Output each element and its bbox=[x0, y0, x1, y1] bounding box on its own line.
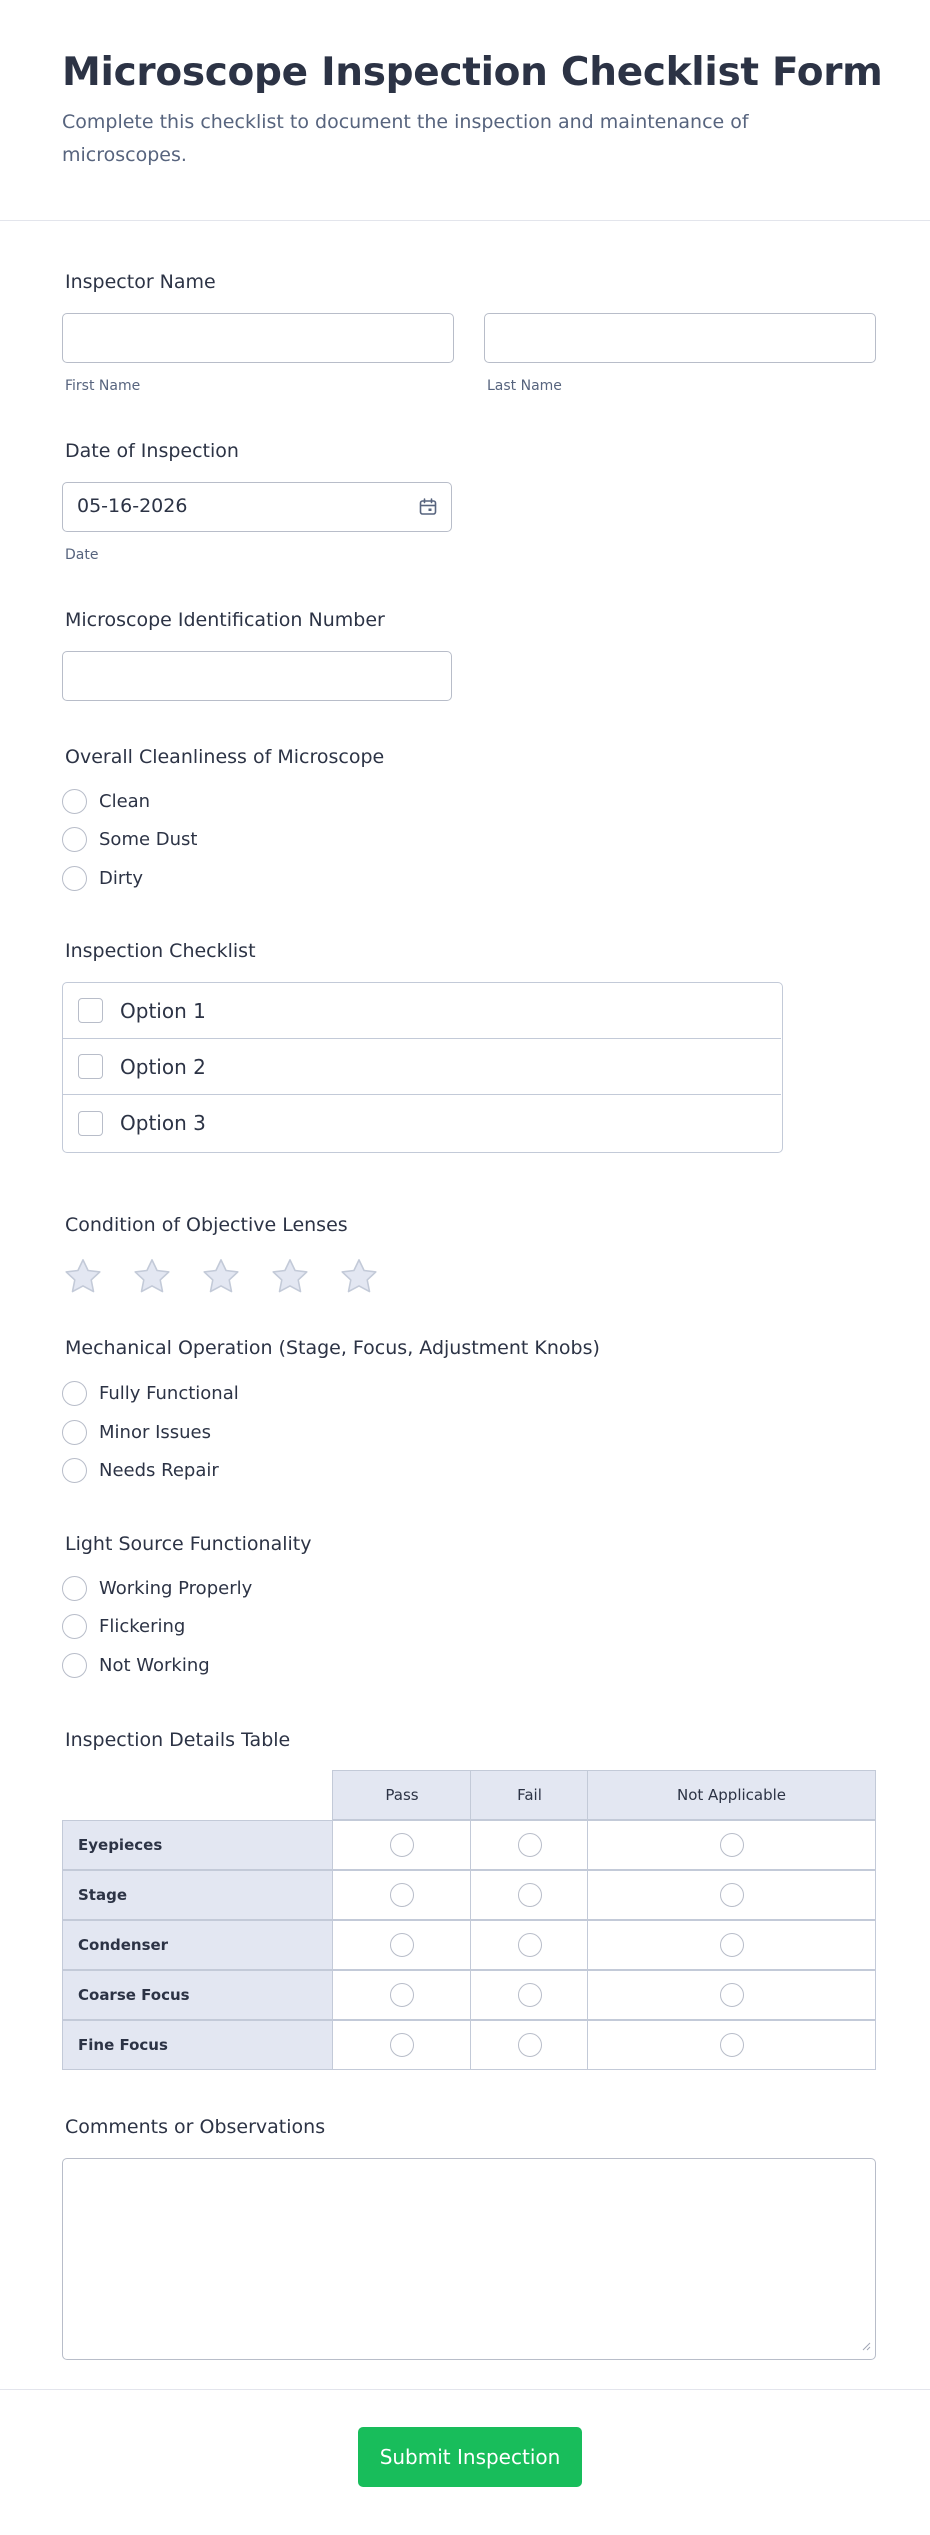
cleanliness-option-dirty[interactable] bbox=[62, 864, 143, 892]
lenses-label: Condition of Objective Lenses bbox=[65, 1214, 348, 1236]
radio-button[interactable] bbox=[518, 1883, 542, 1907]
radio-button[interactable] bbox=[62, 789, 87, 814]
resize-handle-icon[interactable] bbox=[861, 2336, 871, 2355]
radio-button[interactable] bbox=[62, 1458, 87, 1483]
radio-label: Not Working bbox=[99, 1654, 210, 1676]
light-option-not-working[interactable] bbox=[62, 1651, 210, 1679]
radio-button[interactable] bbox=[62, 1420, 87, 1445]
inspector-name-label: Inspector Name bbox=[65, 271, 216, 293]
form-header bbox=[0, 0, 930, 221]
column-header: Not Applicable bbox=[587, 1770, 876, 1820]
radio-button[interactable] bbox=[518, 1833, 542, 1857]
checkbox[interactable] bbox=[78, 1054, 103, 1079]
microscope-id-label: Microscope Identification Number bbox=[65, 609, 385, 631]
matrix-cell[interactable] bbox=[470, 1970, 589, 2020]
radio-button[interactable] bbox=[390, 2033, 414, 2057]
first-name-sublabel: First Name bbox=[65, 378, 141, 394]
matrix-cell[interactable] bbox=[587, 1870, 876, 1920]
date-input[interactable] bbox=[62, 482, 452, 532]
radio-button[interactable] bbox=[390, 1833, 414, 1857]
checklist-box bbox=[62, 982, 783, 1153]
radio-button[interactable] bbox=[518, 2033, 542, 2057]
radio-label: Flickering bbox=[99, 1615, 186, 1637]
row-label: Coarse Focus bbox=[62, 1970, 334, 2020]
radio-button[interactable] bbox=[390, 1933, 414, 1957]
matrix-cell[interactable] bbox=[470, 1920, 589, 1970]
comments-label: Comments or Observations bbox=[65, 2116, 326, 2138]
date-label: Date of Inspection bbox=[65, 440, 239, 462]
cleanliness-option-clean[interactable] bbox=[62, 787, 150, 815]
form-subtitle: Complete this checklist to document the inspection and maintenance of microscopes. bbox=[62, 111, 749, 166]
matrix-cell[interactable] bbox=[587, 1820, 876, 1870]
mechanical-option-fully-functional[interactable] bbox=[62, 1379, 239, 1407]
microscope-id-input[interactable] bbox=[62, 651, 452, 701]
radio-label: Needs Repair bbox=[99, 1459, 219, 1481]
radio-label: Clean bbox=[99, 790, 151, 812]
radio-label: Some Dust bbox=[99, 828, 198, 850]
star-icon[interactable] bbox=[269, 1256, 311, 1302]
radio-button[interactable] bbox=[518, 1933, 542, 1957]
star-icon[interactable] bbox=[62, 1256, 104, 1302]
radio-button[interactable] bbox=[62, 827, 87, 852]
checkbox-label: Option 1 bbox=[120, 998, 206, 1023]
row-label: Stage bbox=[62, 1870, 334, 1920]
matrix-cell[interactable] bbox=[587, 1970, 876, 2020]
matrix-cell[interactable] bbox=[332, 1820, 472, 1870]
checkbox[interactable] bbox=[78, 1111, 103, 1136]
star-icon[interactable] bbox=[131, 1256, 173, 1302]
matrix-cell[interactable] bbox=[587, 1920, 876, 1970]
last-name-input[interactable] bbox=[484, 313, 876, 363]
mechanical-label: Mechanical Operation (Stage, Focus, Adjustment Knobs) bbox=[65, 1337, 600, 1359]
matrix-cell[interactable] bbox=[332, 1920, 472, 1970]
column-header: Pass bbox=[332, 1770, 472, 1820]
checkbox-label: Option 3 bbox=[120, 1111, 206, 1135]
column-header: Fail bbox=[470, 1770, 589, 1820]
star-icon[interactable] bbox=[200, 1256, 242, 1302]
radio-button[interactable] bbox=[62, 1576, 87, 1601]
checkbox-label: Option 2 bbox=[120, 1054, 206, 1079]
star-rating[interactable] bbox=[62, 1256, 402, 1300]
checklist-option-1[interactable] bbox=[63, 983, 781, 1039]
mechanical-option-minor-issues[interactable] bbox=[62, 1418, 211, 1446]
row-label: Fine Focus bbox=[62, 2020, 334, 2070]
radio-button[interactable] bbox=[390, 1883, 414, 1907]
mechanical-option-needs-repair[interactable] bbox=[62, 1456, 219, 1484]
star-icon[interactable] bbox=[338, 1256, 380, 1302]
calendar-icon[interactable] bbox=[418, 497, 438, 522]
radio-button[interactable] bbox=[62, 1381, 87, 1406]
radio-button[interactable] bbox=[62, 1653, 87, 1678]
light-option-flickering[interactable] bbox=[62, 1612, 185, 1640]
submit-button[interactable]: Submit Inspection bbox=[358, 2427, 582, 2487]
light-label: Light Source Functionality bbox=[65, 1533, 312, 1555]
checklist-option-3[interactable] bbox=[63, 1095, 781, 1151]
radio-button[interactable] bbox=[720, 2033, 744, 2057]
matrix-cell[interactable] bbox=[332, 1970, 472, 2020]
radio-button[interactable] bbox=[390, 1983, 414, 2007]
radio-button[interactable] bbox=[720, 1883, 744, 1907]
date-sublabel: Date bbox=[65, 547, 99, 563]
checklist-label: Inspection Checklist bbox=[65, 940, 256, 962]
cleanliness-label: Overall Cleanliness of Microscope bbox=[65, 746, 385, 768]
inspection-matrix bbox=[62, 1770, 876, 2070]
matrix-cell[interactable] bbox=[332, 1870, 472, 1920]
checklist-option-2[interactable] bbox=[63, 1039, 781, 1095]
radio-label: Fully Functional bbox=[99, 1382, 239, 1404]
cleanliness-option-some-dust[interactable] bbox=[62, 825, 197, 853]
light-option-working-properly[interactable] bbox=[62, 1574, 252, 1602]
radio-button[interactable] bbox=[518, 1983, 542, 2007]
radio-button[interactable] bbox=[720, 1983, 744, 2007]
radio-label: Dirty bbox=[99, 867, 143, 889]
first-name-input[interactable] bbox=[62, 313, 454, 363]
comments-textarea[interactable] bbox=[62, 2158, 876, 2360]
last-name-sublabel: Last Name bbox=[487, 378, 562, 394]
radio-label: Minor Issues bbox=[99, 1421, 211, 1443]
matrix-cell[interactable] bbox=[332, 2020, 472, 2070]
row-label: Eyepieces bbox=[62, 1820, 334, 1870]
radio-button[interactable] bbox=[720, 1933, 744, 1957]
radio-button[interactable] bbox=[720, 1833, 744, 1857]
radio-button[interactable] bbox=[62, 1614, 87, 1639]
form-title: Microscope Inspection Checklist Form bbox=[62, 50, 883, 95]
matrix-cell[interactable] bbox=[587, 2020, 876, 2070]
matrix-cell[interactable] bbox=[470, 2020, 589, 2070]
matrix-cell[interactable] bbox=[470, 1870, 589, 1920]
table-label: Inspection Details Table bbox=[65, 1729, 291, 1751]
date-value: 05-16-2026 bbox=[77, 495, 188, 517]
matrix-cell[interactable] bbox=[470, 1820, 589, 1870]
row-label: Condenser bbox=[62, 1920, 334, 1970]
radio-label: Working Properly bbox=[99, 1577, 253, 1599]
radio-button[interactable] bbox=[62, 866, 87, 891]
checkbox[interactable] bbox=[78, 998, 103, 1023]
